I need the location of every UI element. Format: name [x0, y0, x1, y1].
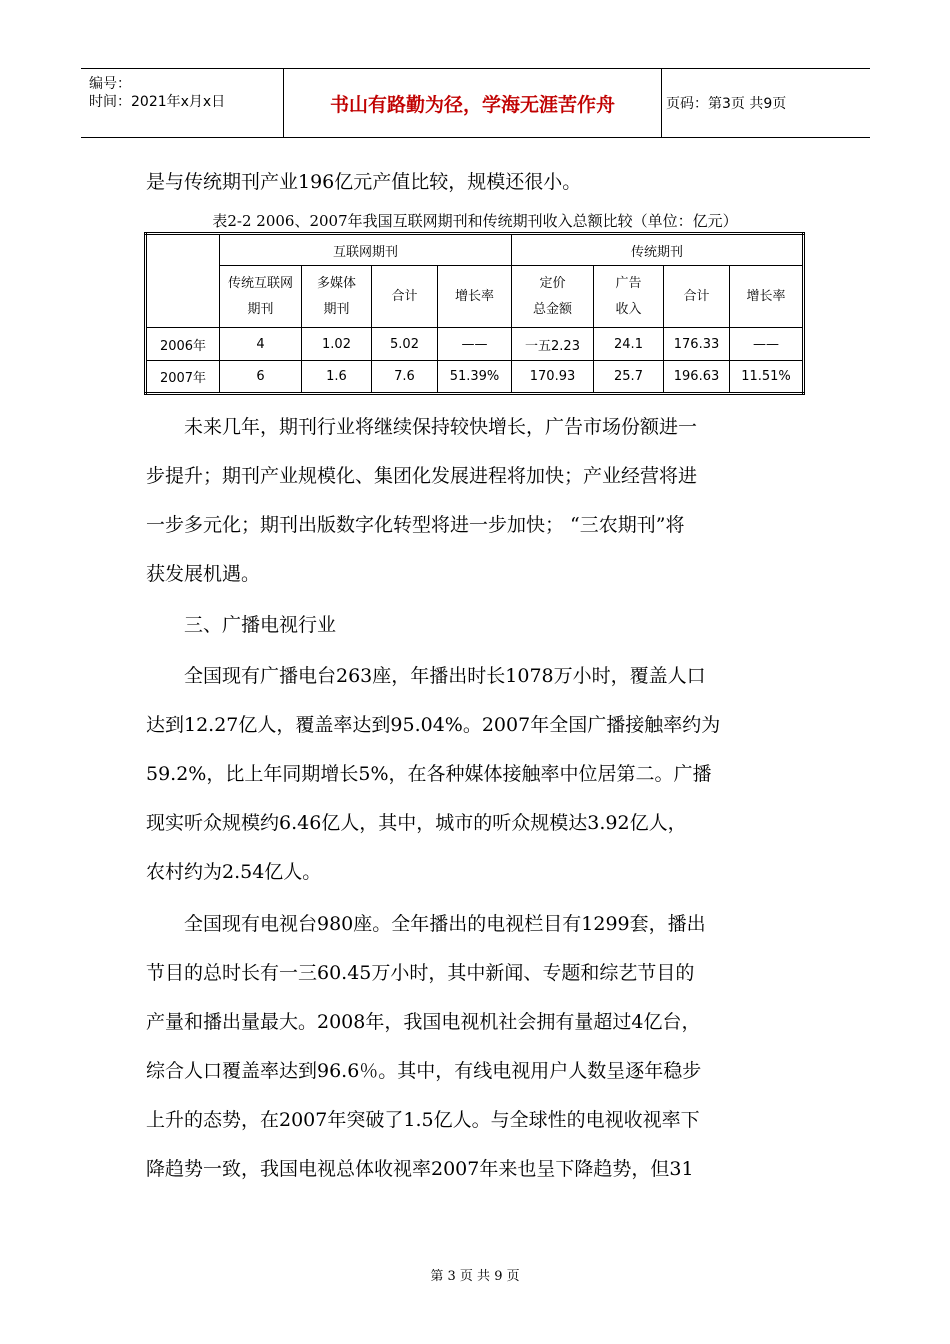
- group-internet-header: 互联网期刊: [220, 234, 512, 266]
- table-row: [146, 328, 804, 361]
- cell-value: 51.39%: [438, 361, 512, 394]
- para-outlook-line: 步提升；期刊产业规模化、集团化发展进程将加快；产业经营将进: [146, 465, 698, 487]
- section-title: 三、广播电视行业: [146, 614, 337, 636]
- para-radio-line: 农村约为2.54亿人。: [146, 861, 322, 883]
- number-label: 编号：: [89, 76, 131, 92]
- cell-value: 一五2.23: [512, 328, 594, 361]
- para-tv-line: 降趋势一致，我国电视总体收视率2007年来也呈下降趋势，但31: [146, 1158, 694, 1180]
- row-year: 2007年: [146, 361, 220, 394]
- header-motto-cell: [284, 69, 662, 137]
- para-tv-line: 全国现有电视台980座。全年播出的电视栏目有1299套，播出: [146, 913, 706, 935]
- page-number-label: 页码：第3页 共9页: [666, 96, 787, 112]
- header-page-cell: [662, 69, 870, 137]
- page-header: [81, 68, 870, 138]
- cell-value: 176.33: [664, 328, 730, 361]
- para-tv-line: 上升的态势，在2007年突破了1.5亿人。与全球性的电视收视率下: [146, 1109, 700, 1131]
- group-traditional-header: 传统期刊: [512, 234, 804, 266]
- para-outlook-line: 未来几年，期刊行业将继续保持较快增长，广告市场份额进一: [146, 416, 698, 438]
- cell-value: 196.63: [664, 361, 730, 394]
- table-group-header-row: [146, 234, 804, 266]
- motto-text: 书山有路勤为径，学海无涯苦作舟: [329, 93, 615, 116]
- cell-value: 1.6: [302, 361, 372, 394]
- revenue-table: [144, 232, 805, 395]
- cell-value: 1.02: [302, 328, 372, 361]
- para-outlook-line: 获发展机遇。: [146, 563, 261, 585]
- cell-value: 170.93: [512, 361, 594, 394]
- header-meta-cell: [81, 69, 284, 137]
- col-header-ad-revenue: 广告 收入: [594, 266, 664, 328]
- row-year: 2006年: [146, 328, 220, 361]
- para-tv-line: 节目的总时长有一三60.45万小时，其中新闻、专题和综艺节目的: [146, 962, 695, 984]
- para-tv-line: 综合人口覆盖率达到96.6％。其中，有线电视用户人数呈逐年稳步: [146, 1060, 702, 1082]
- table-corner-cell: [146, 234, 220, 328]
- para-radio-line: 全国现有广播电台263座，年播出时长1078万小时，覆盖人口: [146, 665, 706, 687]
- para-radio-line: 达到12.27亿人，覆盖率达到95.04%。2007年全国广播接触率约为: [146, 714, 721, 736]
- cell-value: ——: [730, 328, 804, 361]
- col-header-internet-total: 合计: [372, 266, 438, 328]
- col-header-list-price: 定价 总金额: [512, 266, 594, 328]
- time-label: 时间：2021年x月x日: [89, 94, 226, 110]
- para-tv-line: 产量和播出量最大。2008年，我国电视机社会拥有量超过4亿台，: [146, 1011, 701, 1033]
- col-header-multimedia: 多媒体 期刊: [302, 266, 372, 328]
- cell-value: 11.51%: [730, 361, 804, 394]
- para-outlook-line: 一步多元化；期刊出版数字化转型将进一步加快； “三农期刊”将: [146, 514, 685, 536]
- cell-value: 6: [220, 361, 302, 394]
- table-caption: 表2-2 2006、2007年我国互联网期刊和传统期刊收入总额比较（单位：亿元）: [212, 212, 738, 230]
- table-column-header-row: [146, 266, 804, 328]
- cell-value: ——: [438, 328, 512, 361]
- col-header-traditional-growth: 增长率: [730, 266, 804, 328]
- cell-value: 24.1: [594, 328, 664, 361]
- cell-value: 7.6: [372, 361, 438, 394]
- table-row: [146, 361, 804, 394]
- para-radio-line: 59.2%，比上年同期增长5%，在各种媒体接触率中位居第二。广播: [146, 763, 712, 785]
- col-header-traditional-total: 合计: [664, 266, 730, 328]
- intro-line: 是与传统期刊产业196亿元产值比较，规模还很小。: [146, 171, 582, 193]
- col-header-internet-growth: 增长率: [438, 266, 512, 328]
- cell-value: 4: [220, 328, 302, 361]
- col-header-traditional-internet: 传统互联网 期刊: [220, 266, 302, 328]
- cell-value: 5.02: [372, 328, 438, 361]
- page-footer: 第 3 页 共 9 页: [430, 1269, 520, 1284]
- cell-value: 25.7: [594, 361, 664, 394]
- para-radio-line: 现实听众规模约6.46亿人，其中，城市的听众规模达3.92亿人，: [146, 812, 687, 834]
